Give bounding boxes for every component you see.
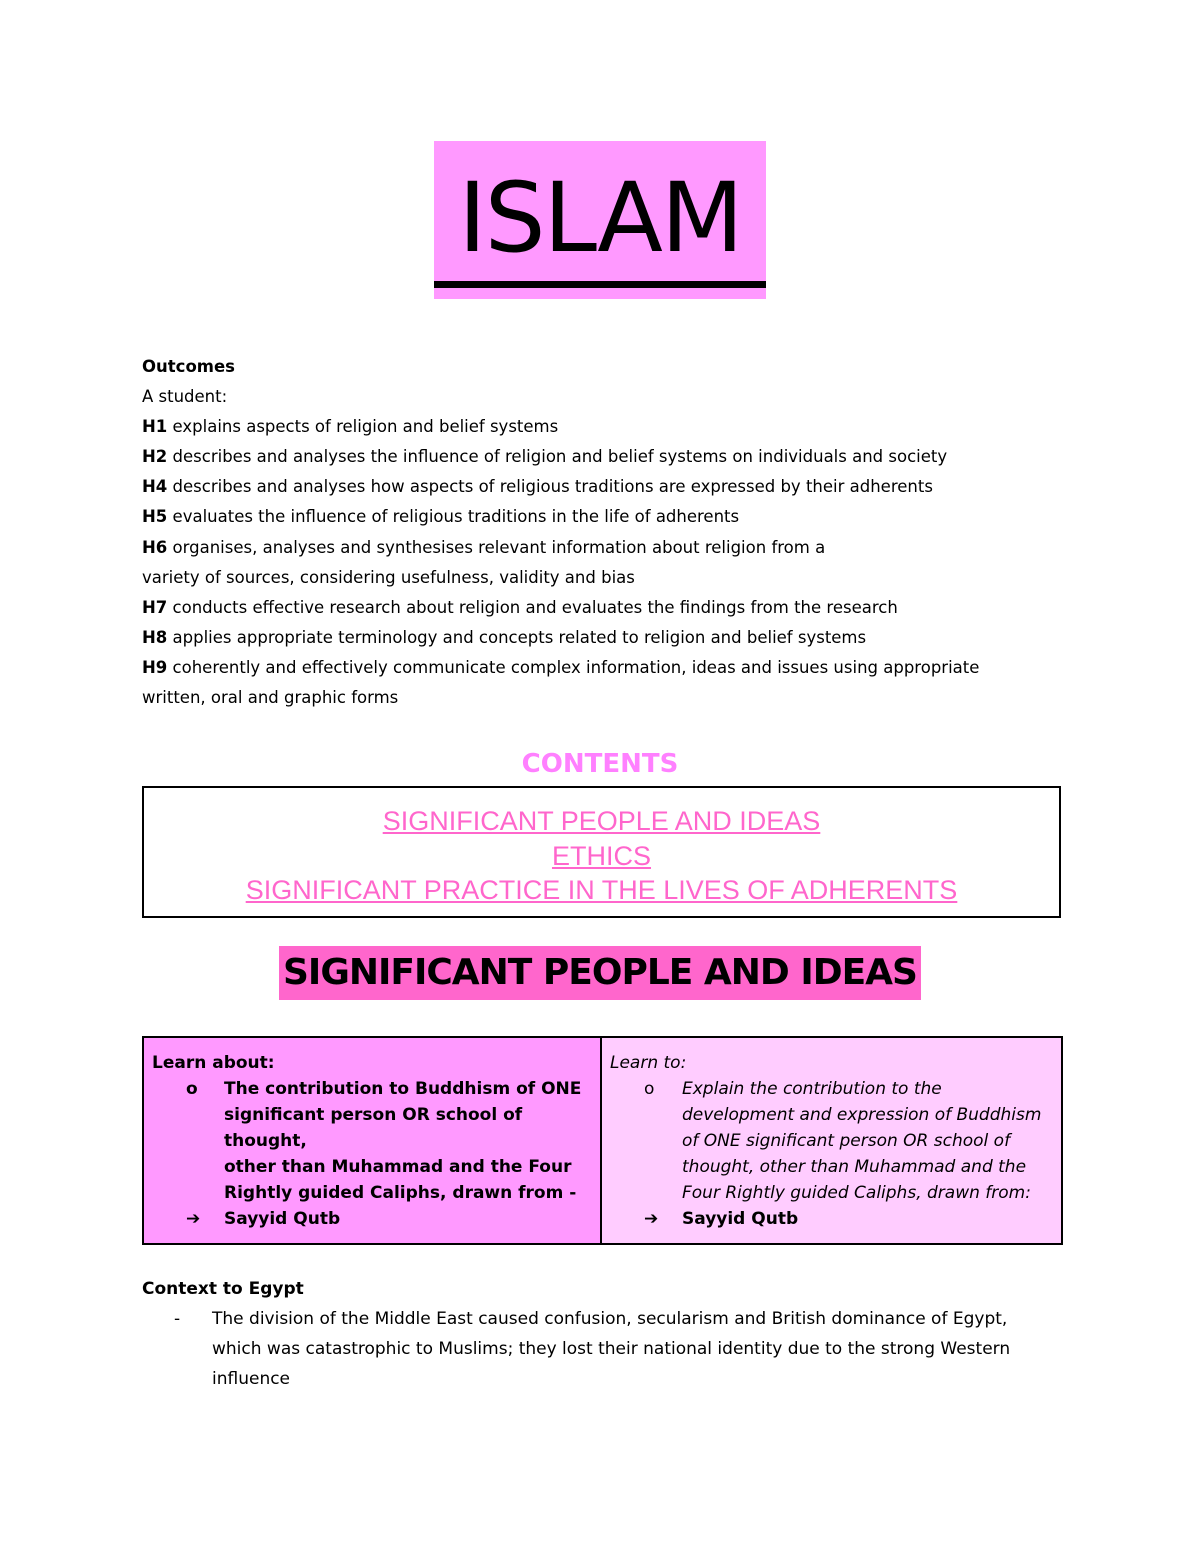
contents-link-ethics[interactable]: ETHICS: [551, 840, 651, 871]
contents-link-significant-practice[interactable]: SIGNIFICANT PRACTICE IN THE LIVES OF ADHERENTS: [245, 875, 958, 905]
outcome-line: H1 explains aspects of religion and belief systems: [142, 417, 559, 437]
outcome-line: H6 organises, analyses and synthesises relevant information about religion from a: [142, 537, 826, 557]
outcomes-section: [142, 352, 1042, 713]
learn-about-arrow-item: ➔ Sayyid Qutb: [152, 1206, 592, 1232]
contents-link-significant-people[interactable]: SIGNIFICANT PEOPLE AND IDEAS: [382, 806, 821, 836]
arrow-right-icon: ➔: [186, 1209, 201, 1229]
title-underline: [434, 281, 766, 288]
outcome-line: H4 describes and analyses how aspects of religious traditions are expressed by their adherents: [142, 477, 933, 497]
learn-to-heading: Learn to:: [610, 1053, 687, 1073]
outcome-line: H5 evaluates the influence of religious traditions in the life of adherents: [142, 507, 740, 527]
section-heading: SIGNIFICANT PEOPLE AND IDEAS: [279, 946, 921, 1000]
learn-table: [142, 1036, 1063, 1245]
outcome-line: H9 coherently and effectively communicate complex information, ideas and issues using appropriate: [142, 657, 980, 677]
bullet-circle-icon: o: [186, 1079, 198, 1099]
learn-to-bullet: o Explain the contribution to the development and expression of Buddhism of ONE significant person OR school of thought, other than Muhammad and the Four Rightly guided Caliphs, drawn from:: [610, 1076, 1053, 1206]
bullet-circle-icon: o: [644, 1079, 655, 1099]
learn-about-heading: Learn about:: [152, 1053, 275, 1073]
learn-to-cell: [602, 1038, 1061, 1243]
outcome-line: variety of sources, considering usefulness, validity and bias: [142, 567, 635, 587]
context-heading: Context to Egypt: [142, 1279, 304, 1299]
outcome-line: written, oral and graphic forms: [142, 688, 399, 708]
learn-about-cell: [144, 1038, 602, 1243]
outcome-line: H8 applies appropriate terminology and concepts related to religion and belief systems: [142, 627, 867, 647]
page-title: ISLAM: [458, 162, 742, 274]
context-section: [142, 1274, 1042, 1394]
outcomes-intro: A student:: [142, 387, 228, 407]
context-list-item: - The division of the Middle East caused confusion, secularism and British dominance of Egypt, which was catastrophic to Muslims; they lost their national identity due to the strong Western influence: [142, 1304, 1042, 1394]
outcome-line: H7 conducts effective research about religion and evaluates the findings from the research: [142, 597, 898, 617]
outcomes-heading: Outcomes: [142, 357, 235, 376]
arrow-right-icon: ➔: [644, 1209, 659, 1229]
learn-about-bullet: o The contribution to Buddhism of ONE significant person OR school of thought, other than Muhammad and the Four Rightly guided Caliphs, drawn from -: [152, 1076, 592, 1206]
contents-heading: CONTENTS: [521, 749, 679, 779]
dash-bullet-icon: -: [174, 1309, 181, 1329]
title-banner: [434, 141, 766, 299]
outcome-line: H2 describes and analyses the influence of religion and belief systems on individuals and society: [142, 447, 948, 467]
contents-box: [142, 786, 1061, 918]
learn-to-arrow-item: ➔ Sayyid Qutb: [610, 1206, 1053, 1232]
